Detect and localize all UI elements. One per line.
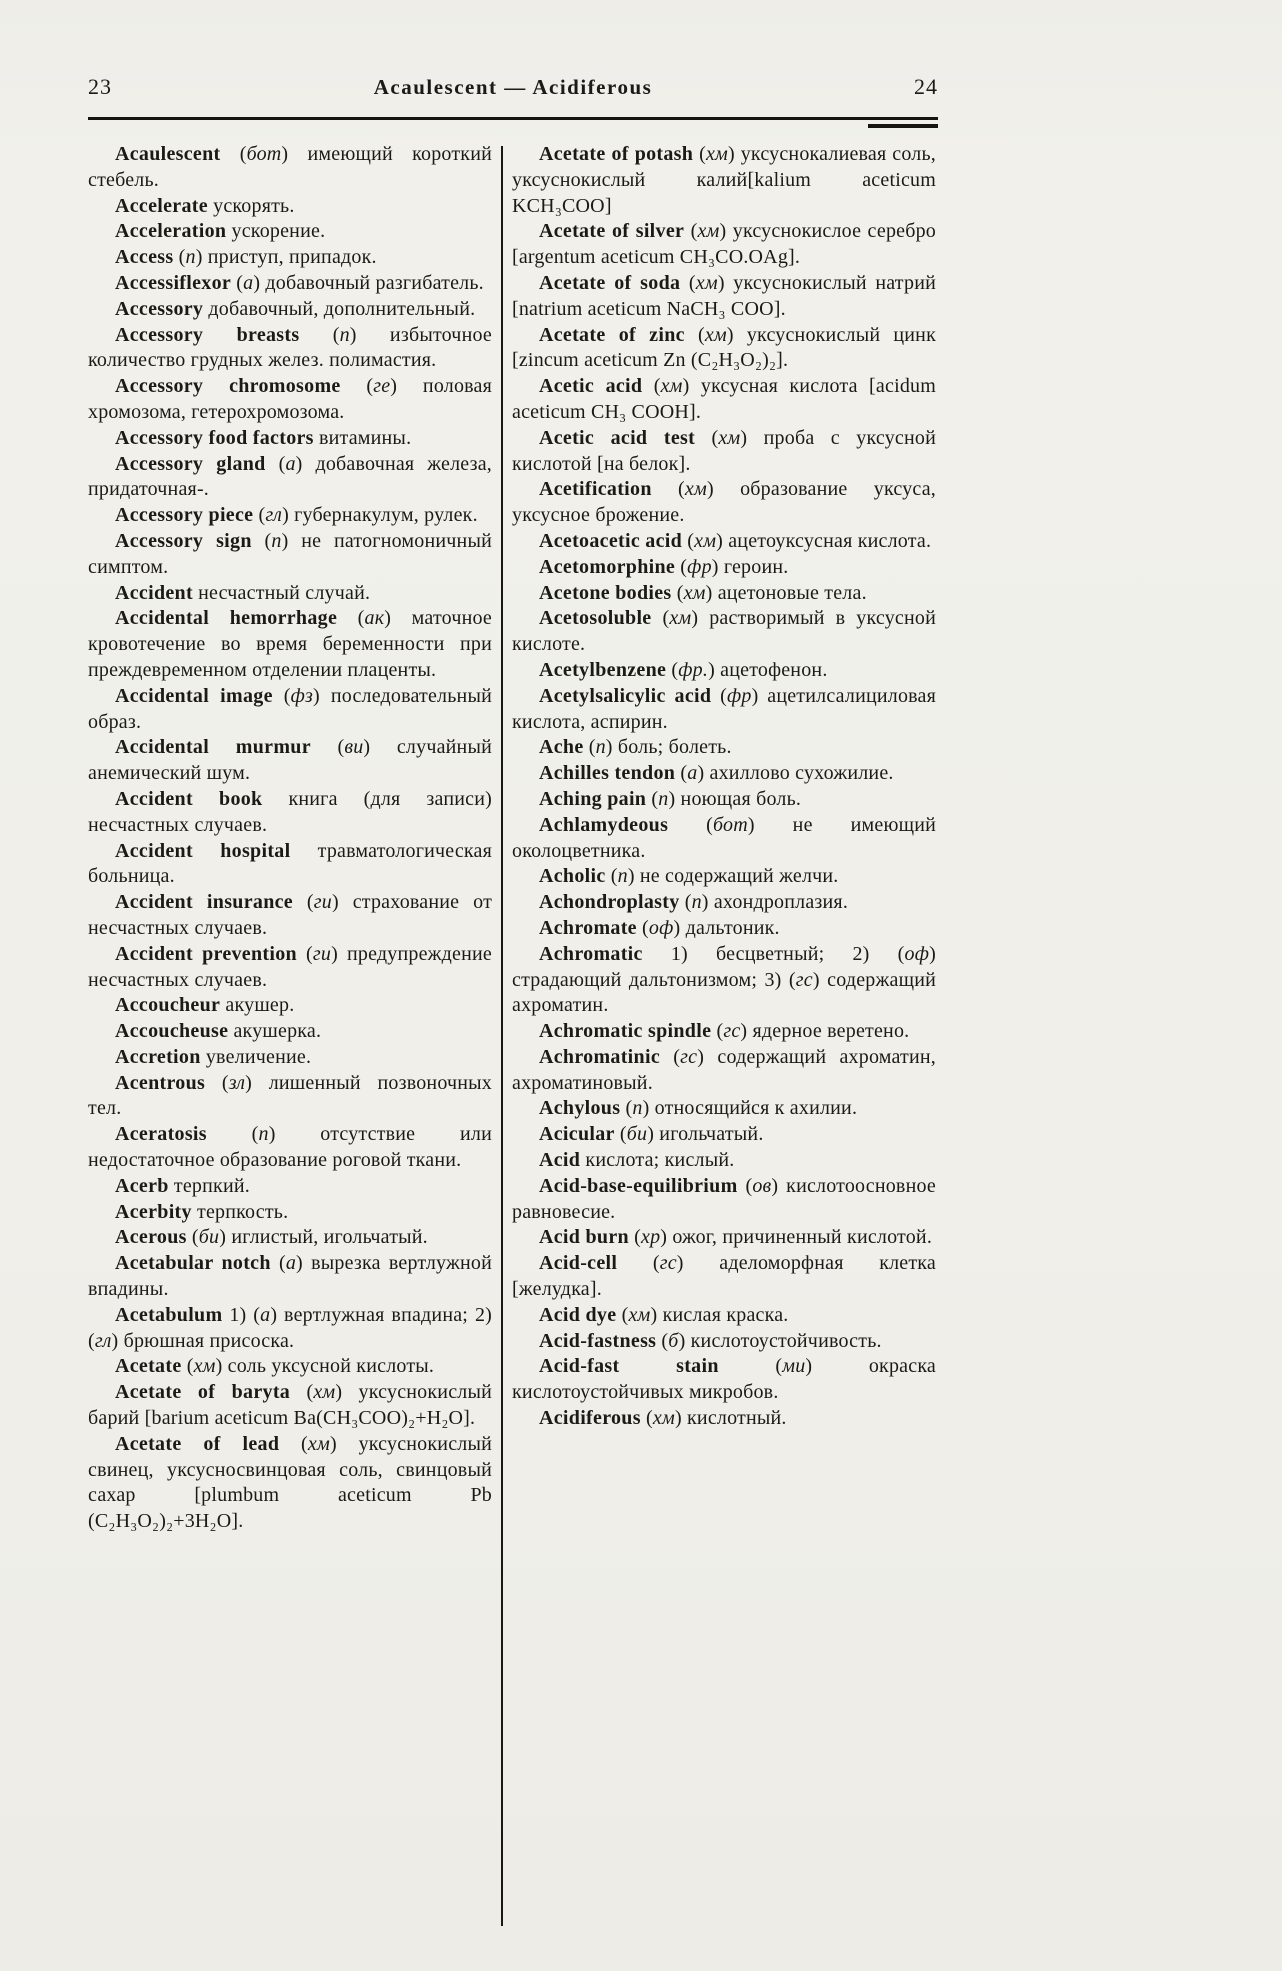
entry-definition: ускорять.	[207, 194, 295, 217]
entry-term: Achondroplasty	[539, 891, 680, 914]
dictionary-entry	[88, 245, 492, 271]
entry-term: Accident prevention	[115, 942, 297, 965]
entry-definition: книга (для записи) несчастных случаев.	[88, 787, 492, 836]
entry-definition: (ми) окраска кислотоустойчивых микробов.	[512, 1355, 937, 1404]
page-number-right: 24	[914, 74, 938, 99]
dictionary-entry	[88, 323, 492, 375]
dictionary-entry	[88, 271, 492, 297]
dictionary-entry	[512, 1174, 936, 1226]
dictionary-entry	[512, 813, 936, 865]
entry-term: Acetomorphine	[539, 555, 676, 578]
entry-definition: несчастный случай.	[192, 581, 371, 604]
dictionary-entry	[88, 606, 492, 683]
entry-term: Acetosoluble	[539, 607, 652, 630]
entry-definition: (ги) страхование от несчастных случаев.	[88, 891, 493, 939]
entry-definition: (n) относящийся к ахилии.	[620, 1097, 858, 1120]
dictionary-entry	[512, 477, 936, 529]
dictionary-entry	[512, 684, 936, 736]
page-header	[88, 74, 938, 100]
entry-definition: (n) боль; болеть.	[583, 736, 732, 759]
entry-definition: (хм) соль уксусной кислоты.	[181, 1355, 435, 1378]
entry-definition: акушер.	[220, 994, 295, 1017]
entry-definition: (a) добавочный разгибатель.	[231, 271, 484, 294]
dictionary-entry	[512, 1019, 936, 1045]
entry-definition: увеличение.	[200, 1045, 312, 1068]
entry-definition: (хм) уксуснокислый натрий [natrium aceticum NaCH₃ COO].	[512, 271, 937, 320]
dictionary-entry	[88, 503, 492, 529]
entry-definition: (зл) лишенный позвоночных тел.	[88, 1071, 492, 1120]
entry-definition: (n) не содержащий желчи.	[605, 865, 839, 888]
entry-definition: 1) бесцветный; 2) (оф) страдающий дальтонизмом; 3) (гс) содержащий ахроматин.	[512, 942, 936, 1017]
entry-term: Accoucheuse	[115, 1020, 229, 1043]
dictionary-entry	[88, 297, 492, 323]
entry-term: Achromatic	[539, 942, 643, 965]
dictionary-entry	[88, 1225, 492, 1251]
dictionary-entry	[512, 142, 936, 219]
entry-definition: (a) добавочная железа, придаточная-.	[88, 452, 493, 501]
entry-term: Accessory gland	[115, 452, 266, 475]
entry-definition: (фр.) ацетофенон.	[666, 658, 828, 681]
entry-definition: (хм) уксуснокалиевая соль, уксуснокислый калий[kalium aceticum KCH₃COO]	[512, 143, 936, 217]
dictionary-entry	[88, 1303, 492, 1355]
entry-term: Acetification	[539, 478, 652, 501]
dictionary-entry	[88, 1122, 492, 1174]
dictionary-entry	[88, 219, 492, 245]
dictionary-entry	[88, 194, 492, 220]
entry-term: Ache	[539, 736, 584, 759]
entry-term: Acerous	[115, 1226, 187, 1249]
entry-definition: (би) игольчатый.	[614, 1123, 764, 1146]
entry-definition: (хм) ацетоновые тела.	[671, 581, 867, 604]
entry-definition: (a) вырезка вертлужной впадины.	[88, 1252, 492, 1301]
entry-term: Accessory chromosome	[115, 375, 341, 398]
entry-term: Acid burn	[539, 1226, 629, 1249]
entry-term: Acetate of potash	[539, 143, 694, 165]
dictionary-entry	[88, 1071, 492, 1123]
entry-term: Acceleration	[115, 220, 227, 243]
dictionary-entry	[512, 1303, 936, 1329]
dictionary-entry	[512, 1354, 936, 1406]
entry-definition: (ов) кислотоосновное равновесие.	[512, 1174, 936, 1223]
entry-definition: (фз) последовательный образ.	[88, 684, 492, 733]
dictionary-entry	[88, 1380, 492, 1432]
entry-definition: терпкость.	[191, 1200, 289, 1223]
entry-definition: (хм) уксуснокислый барий [barium aceticum Ba(CH₃COO)₂+H₂O].	[88, 1381, 492, 1430]
dictionary-entry	[512, 1045, 936, 1097]
header-rule	[88, 117, 938, 120]
entry-definition: (ви) случайный анемический шум.	[88, 736, 492, 785]
entry-definition: (n) ноющая боль.	[646, 787, 802, 810]
dictionary-entry	[88, 1019, 492, 1045]
entry-term: Accessory food factors	[115, 426, 314, 449]
dictionary-entry	[512, 1122, 936, 1148]
entry-definition: (хм) проба с уксусной кислотой [на белок].	[512, 426, 937, 475]
entry-term: Accretion	[115, 1045, 201, 1068]
dictionary-entry	[512, 1225, 936, 1251]
dictionary-entry	[88, 1354, 492, 1380]
entry-definition: (бот) имеющий короткий стебель.	[88, 143, 492, 191]
entry-term: Achilles tendon	[539, 762, 676, 785]
dictionary-entry	[512, 658, 936, 684]
dictionary-entry	[512, 426, 936, 478]
dictionary-entry	[88, 787, 492, 839]
entry-term: Accident hospital	[115, 839, 291, 862]
entry-definition: (гс) содержащий ахроматин, ахроматиновый.	[512, 1045, 937, 1094]
entry-term: Aceratosis	[115, 1123, 207, 1146]
entry-term: Accessory	[115, 297, 204, 320]
entry-term: Aching pain	[539, 787, 647, 810]
dictionary-entry	[512, 581, 936, 607]
dictionary-entry	[512, 890, 936, 916]
entry-term: Achromatic spindle	[539, 1020, 712, 1043]
dictionary-entry	[512, 1329, 936, 1355]
dictionary-entry	[512, 735, 936, 761]
entry-term: Accidental image	[115, 684, 273, 707]
entry-term: Accident	[115, 581, 193, 604]
column-divider	[501, 146, 503, 1926]
entry-term: Acetoacetic acid	[539, 529, 683, 552]
entry-term: Acetate of soda	[539, 271, 681, 294]
entry-definition: (фр) героин.	[675, 555, 789, 578]
entry-term: Acetylsalicylic acid	[539, 684, 712, 707]
entry-term: Accoucheur	[115, 994, 221, 1017]
entry-definition: (б) кислотоустойчивость.	[656, 1329, 882, 1352]
dictionary-entry	[88, 374, 492, 426]
entry-term: Achromatinic	[539, 1045, 660, 1068]
dictionary-entry	[88, 529, 492, 581]
entry-term: Acetabular notch	[115, 1252, 271, 1275]
dictionary-entry	[88, 1045, 492, 1071]
entry-term: Achylous	[539, 1097, 621, 1120]
dictionary-entry	[512, 761, 936, 787]
entry-term: Accelerate	[115, 194, 208, 217]
entry-term: Acidiferous	[539, 1407, 641, 1430]
entry-definition: (n) отсутствие или недостаточное образование роговой ткани.	[88, 1123, 492, 1172]
dictionary-entry	[88, 1432, 492, 1535]
dictionary-entry	[512, 219, 936, 271]
dictionary-entry	[512, 1251, 936, 1303]
dictionary-entry	[88, 684, 492, 736]
dictionary-entry	[512, 271, 936, 323]
right-column	[512, 142, 936, 1926]
dictionary-entry	[88, 1200, 492, 1226]
entry-term: Acid-base-equilibrium	[539, 1174, 738, 1197]
entry-term: Acerb	[115, 1174, 169, 1197]
dictionary-entry	[512, 555, 936, 581]
entry-definition: (гс) ядерное веретено.	[711, 1020, 910, 1043]
entry-definition: (гл) губернакулум, рулек.	[253, 504, 478, 527]
entry-term: Accessory breasts	[115, 323, 300, 346]
entry-term: Acetic acid	[539, 375, 643, 398]
entry-definition: (n) приступ, припадок.	[173, 246, 377, 269]
dictionary-entry	[512, 787, 936, 813]
entry-term: Acetate of baryta	[115, 1381, 291, 1404]
entry-definition: (хм) кислая краска.	[616, 1303, 789, 1326]
entry-term: Acholic	[539, 865, 606, 888]
entry-term: Accessory sign	[115, 529, 252, 552]
dictionary-entry	[512, 606, 936, 658]
entry-term: Achlamydeous	[539, 813, 669, 836]
entry-term: Acetabulum	[115, 1303, 223, 1326]
dictionary-entry	[88, 426, 492, 452]
entry-term: Accident insurance	[115, 891, 293, 914]
entry-definition: кислота; кислый.	[580, 1149, 735, 1172]
left-column	[88, 142, 492, 1926]
entry-term: Acid-fast stain	[539, 1355, 719, 1378]
entry-term: Acetate of lead	[115, 1432, 280, 1455]
entry-term: Acentrous	[115, 1071, 206, 1094]
entry-term: Acetate	[115, 1355, 182, 1378]
dictionary-entry	[512, 374, 936, 426]
dictionary-entry	[88, 1251, 492, 1303]
entry-definition: витамины.	[313, 426, 412, 449]
entry-definition: (n) ахондроплазия.	[679, 891, 849, 914]
entry-term: Acicular	[539, 1123, 615, 1146]
entry-term: Acetylbenzene	[539, 658, 667, 681]
entry-term: Accidental murmur	[115, 736, 311, 759]
dictionary-entry	[88, 890, 492, 942]
entry-definition: (оф) дальтоник.	[636, 916, 780, 939]
dictionary-entry	[88, 1174, 492, 1200]
entry-term: Acetic acid test	[539, 426, 696, 449]
entry-definition: (хм) кислотный.	[640, 1407, 787, 1430]
entry-definition: (бот) не имеющий околоцветника.	[512, 813, 936, 862]
header-rule-accent	[868, 124, 938, 128]
entry-definition: (би) иглистый, игольчатый.	[186, 1226, 428, 1249]
dictionary-entry	[512, 1148, 936, 1174]
entry-definition: (хм) уксуснокислый свинец, уксусносвинцовая соль, свинцовый сахар [plumbum aceticum Pb (C₂H₃O₂)₂+3H₂O].	[88, 1432, 492, 1533]
dictionary-entry	[88, 581, 492, 607]
entry-term: Acetate of silver	[539, 220, 685, 243]
entry-term: Accessiflexor	[115, 271, 232, 294]
entry-term: Acaulescent	[115, 143, 221, 165]
dictionary-entry	[512, 1406, 936, 1432]
entry-definition: (гс) аделоморфная клетка [желудка].	[512, 1252, 936, 1301]
dictionary-entry	[512, 529, 936, 555]
dictionary-entry	[88, 142, 492, 194]
entry-definition: (n) не патогномоничный симптом.	[88, 529, 492, 578]
dictionary-entry	[512, 1096, 936, 1122]
entry-term: Accidental hemorrhage	[115, 607, 338, 630]
dictionary-entry	[512, 916, 936, 942]
dictionary-entry	[512, 942, 936, 1019]
entry-term: Access	[115, 246, 174, 269]
entry-term: Accessory piece	[115, 504, 254, 527]
entry-definition: (хм) уксуснокислое серебро [argentum aceticum CH₃CO.OAg].	[512, 220, 937, 269]
entry-term: Acid dye	[539, 1303, 617, 1326]
entry-term: Acid	[539, 1149, 581, 1172]
entry-term: Acid-fastness	[539, 1329, 657, 1352]
entry-definition: (хм) ацетоуксусная кислота.	[682, 529, 932, 552]
dictionary-entry	[512, 323, 936, 375]
dictionary-entry	[88, 735, 492, 787]
entry-definition: (a) ахиллово сухожилие.	[675, 762, 894, 785]
entry-definition: добавочный, дополнительный.	[203, 297, 476, 320]
dictionary-entry	[512, 864, 936, 890]
entry-definition: (хм) уксусная кислота [acidum aceticum CH₃ COOH].	[512, 375, 936, 423]
entry-term: Acetate of zinc	[539, 323, 685, 346]
entry-definition: (хм) растворимый в уксусной кислоте.	[512, 607, 937, 656]
page-title: Acaulescent — Acidiferous	[373, 75, 653, 99]
entry-definition: (ги) предупреждение несчастных случаев.	[88, 942, 493, 991]
dictionary-entry	[88, 452, 492, 504]
entry-definition: (n) избыточное количество грудных желез. полимастия.	[88, 323, 492, 372]
entry-definition: терпкий.	[168, 1174, 250, 1197]
dictionary-entry	[88, 993, 492, 1019]
entry-definition: (ак) маточное кровотечение во время беременности при преждевременном отделении плаценты.	[88, 607, 493, 681]
entry-definition: (ге) половая хромозома, гетерохромозома.	[88, 375, 492, 423]
text-columns	[88, 142, 938, 1926]
entry-definition: травматологическая больница.	[88, 839, 492, 888]
entry-term: Acerbity	[115, 1200, 192, 1223]
entry-term: Acetone bodies	[539, 581, 672, 604]
entry-term: Accident book	[115, 787, 263, 810]
entry-definition: (хм) образование уксуса, уксусное брожение.	[512, 478, 936, 527]
entry-definition: (хр) ожог, причиненный кислотой.	[628, 1226, 933, 1249]
entry-definition: акушерка.	[228, 1020, 322, 1043]
entry-term: Acid-cell	[539, 1252, 618, 1275]
entry-definition: 1) (a) вертлужная впадина; 2) (гл) брюшная присоска.	[88, 1303, 492, 1352]
entry-definition: ускорение.	[226, 220, 326, 243]
entry-term: Achromate	[539, 916, 637, 939]
dictionary-entry	[88, 942, 492, 994]
page-number-left: 23	[88, 74, 112, 99]
entry-definition: (хм) уксуснокислый цинк [zincum aceticum Zn (C₂H₃O₂)₂].	[512, 323, 937, 372]
entry-definition: (фр) ацетилсалициловая кислота, аспирин.	[512, 684, 937, 733]
dictionary-entry	[88, 839, 492, 891]
